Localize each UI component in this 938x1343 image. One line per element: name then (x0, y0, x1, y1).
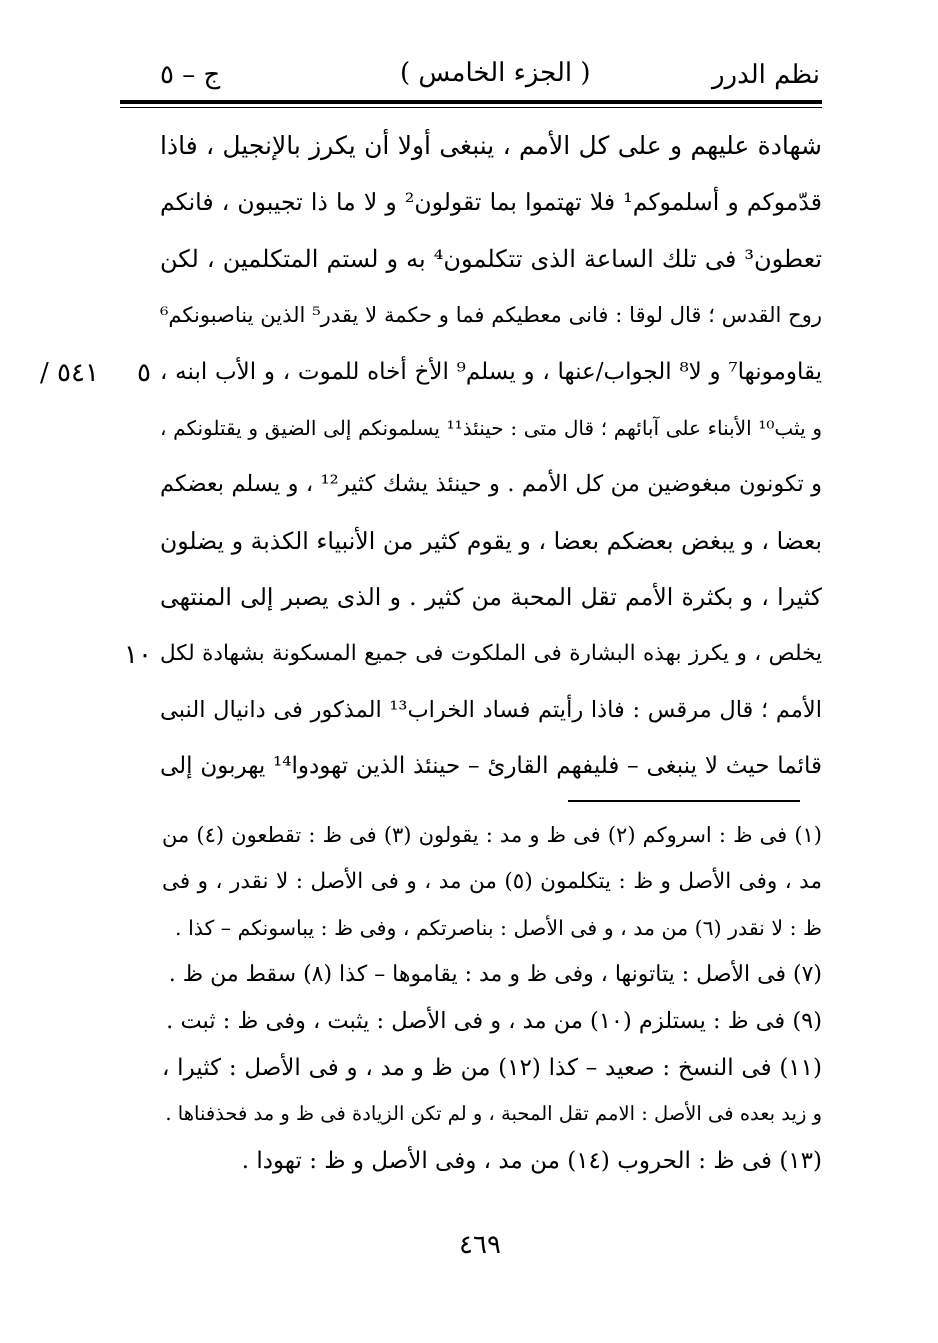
text-line: الأمم ؛ قال مرقس : فاذا رأيتم فساد الخراب¹³ المذكور فى دانيال النبى (160, 696, 822, 723)
text-line: و يثب¹⁰ الأبناء على آبائهم ؛ قال متى : حينئذ¹¹ يسلمونكم إلى الضيق و يقتلونكم ، (160, 415, 822, 440)
footnote-line: مد ، وفى الأصل و ظ : يتكلمون (٥) من مد ، و فى الأصل : لا نقدر ، و فى (162, 868, 822, 894)
running-header (120, 50, 820, 98)
text-line: قائما حيث لا ينبغى – فليفهم القارئ – حينئذ الذين تهودوا¹⁴ يهربون إلى (160, 753, 822, 780)
text-line: كثيرا ، و بكثرة الأمم تقل المحبة من كثير . و الذى يصبر إلى المنتهى (160, 583, 822, 612)
footnote-line: و زيد بعده فى الأصل : الامم تقل المحبة ، و لم تكن الزيادة فى ظ و مد فحذفناها . (165, 1102, 822, 1125)
text-line: روح القدس ؛ قال لوقا : فانى معطيكم فما و حكمة لا يقدر⁵ الذين يناصبونكم⁶ (160, 303, 822, 328)
footnotes (162, 812, 822, 1184)
text-line: قدّموكم و أسلموكم¹ فلا تهتموا بما تقولون² و لا ما ذا تجيبون ، فانكم (160, 188, 822, 217)
text-line: و تكونون مبغوضين من كل الأمم . و حينئذ يشك كثير¹² ، و يسلم بعضكم (160, 471, 822, 498)
footnote-line: (١١) فى النسخ : صعيد – كذا (١٢) من ظ و مد ، و فى الأصل : كثيرا ، (162, 1054, 822, 1081)
text-line: شهادة عليهم و على كل الأمم ، ينبغى أولا أن يكرز بالإنجيل ، فاذا (160, 131, 822, 160)
line-number-10: ١٠ (124, 640, 152, 670)
header-rule-thick (120, 100, 822, 104)
part-title: ( الجزء الخامس ) (400, 58, 591, 88)
footnote-line: (١) فى ظ : اسروكم (٢) فى ظ و مد : يقولون (٣) فى ظ : تقطعون (٤) من (162, 823, 822, 847)
footnote-separator (568, 800, 800, 802)
text-line: تعطون³ فى تلك الساعة الذى تتكلمون⁴ به و لستم المتكلمين ، لكن (160, 244, 822, 273)
volume-label: ج – ٥ (160, 60, 221, 90)
text-line: يقاومونها⁷ و لا⁸ الجواب/عنها ، و يسلم⁹ الأخ أخاه للموت ، و الأب ابنه ، (160, 358, 822, 385)
page-number: ٤٦٩ (459, 1230, 501, 1260)
text-line: يخلص ، و يكرز بهذه البشارة فى الملكوت فى جميع المسكونة بشهادة لكل (160, 640, 822, 666)
text-line: بعضا ، و يبغض بعضكم بعضا ، و يقوم كثير من الأنبياء الكذبة و يضلون (160, 526, 822, 555)
footnote-line: (١٣) فى ظ : الحروب (١٤) من مد ، وفى الأصل و ظ : تهودا . (241, 1147, 822, 1174)
book-title: نظم الدرر (711, 60, 820, 90)
header-rule-thin (120, 107, 822, 108)
main-text (160, 118, 822, 795)
footnote-line: (٩) فى ظ : يستلزم (١٠) من مد ، و فى الأصل : يثبت ، وفى ظ : ثبت . (166, 1008, 822, 1034)
footnote-line: ظ : لا نقدر (٦) من مد ، و فى الأصل : بناصرتكم ، وفى ظ : يباسونكم – كذا . (175, 916, 822, 940)
folio-marker: ٥٤١ / (40, 358, 99, 388)
footnote-line: (٧) فى الأصل : يتاتونها ، وفى ظ و مد : يقاموها – كذا (٨) سقط من ظ . (168, 961, 822, 987)
line-number-5: ٥ (137, 358, 151, 388)
